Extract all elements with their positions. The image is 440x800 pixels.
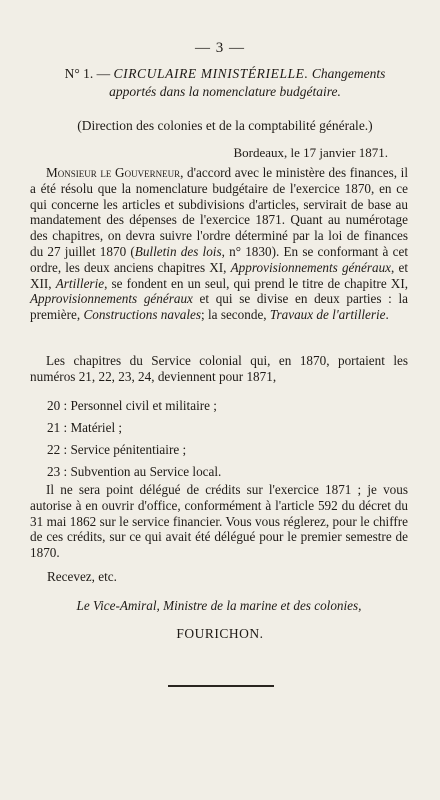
circular-subtitle-2: apportés dans la nomenclature budgétaire. bbox=[109, 84, 341, 99]
p1-text-5: et qui se divise en deux parties : la première, bbox=[30, 291, 408, 323]
circular-heading bbox=[40, 65, 410, 101]
closing-formula: Recevez, etc. bbox=[47, 569, 117, 584]
p1-travaux: Travaux de l'artillerie bbox=[269, 307, 386, 323]
document-date: Bordeaux, le 17 janvier 1871. bbox=[233, 145, 388, 160]
page-number: — 3 — bbox=[195, 40, 245, 56]
p1-text-4: , se fondent en un seul, qui prend le titre de chapitre XI, bbox=[104, 275, 409, 291]
circular-subtitle-1: Changements bbox=[311, 66, 386, 81]
p1-bulletin: Bulletin des lois bbox=[134, 243, 222, 259]
p1-artillerie: Artillerie bbox=[55, 275, 105, 291]
p1-approv: Approvisionnements généraux bbox=[230, 259, 392, 275]
signatory-name: FOURICHON. bbox=[176, 626, 264, 641]
p1-text-6: ; la seconde, bbox=[201, 307, 270, 323]
p1-text-7: . bbox=[385, 307, 389, 323]
signature-title: Le Vice-Amiral, Ministre de la marine et des colonies, bbox=[76, 598, 362, 613]
circular-title: CIRCULAIRE MINISTÉRIELLE. bbox=[113, 66, 309, 81]
circular-number: N° 1. — bbox=[64, 66, 114, 81]
divider-rule bbox=[168, 685, 274, 687]
p1-text-2: , n° 1830). En se conformant à cet ordre, les deux anciens chapitres XI, bbox=[30, 243, 408, 275]
p1-text-1: d'accord avec le ministère des finances, il a été résolu que la nomenclature budgétaire de l'exercice 1870, en ce qui concerne les articles et subdivisions d'articles, servirait de base au mandatement des dépenses de l'exercice 1871. Quant au numérotage des chapitres, on devra suivre l'ordre déterminé par la loi de finances du 27 juillet 1870 ( bbox=[30, 165, 408, 259]
chapter-list bbox=[47, 395, 407, 483]
paragraph-3: Il ne sera point délégué de crédits sur l'exercice 1871 ; je vous autorise à en ouvrir d'office, conformément à l'article 592 du décret du 31 mai 1862 sur le service financier. Vous vous réglerez, pour le chiffre de ces crédits, sur ce qui avait été délégué pour le premier semestre de 1870. bbox=[30, 482, 408, 561]
p1-approv-2: Approvisionnements généraux bbox=[30, 291, 193, 307]
p1-constructions: Constructions navales bbox=[83, 307, 202, 323]
paragraph-1 bbox=[30, 165, 408, 323]
list-item: 21 : Matériel ; bbox=[47, 420, 123, 435]
p1-text-3: , et XII, bbox=[30, 259, 408, 291]
list-item: 23 : Subvention au Service local. bbox=[47, 464, 222, 479]
list-item: 22 : Service pénitentiaire ; bbox=[47, 442, 187, 457]
list-item: 20 : Personnel civil et militaire ; bbox=[47, 398, 217, 413]
issuing-direction: (Direction des colonies et de la comptabilité générale.) bbox=[77, 118, 373, 133]
salutation: Monsieur le Gouverneur, bbox=[46, 165, 184, 180]
paragraph-2: Les chapitres du Service colonial qui, en 1870, portaient les numéros 21, 22, 23, 24, deviennent pour 1871, bbox=[30, 353, 408, 384]
